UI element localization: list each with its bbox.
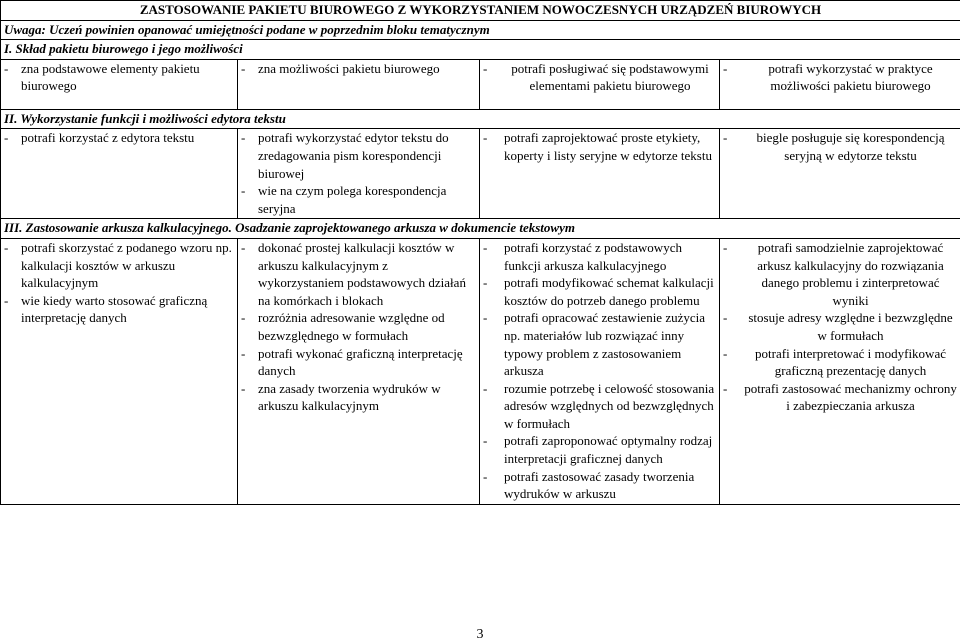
list-item: - rozróżnia adresowanie względne od bezwzględnego w formułach (241, 309, 476, 344)
section-2-col-1 (1, 129, 238, 219)
section-3-heading-row (1, 219, 960, 239)
list-item: - potrafi samodzielnie zaprojektować arkusz kalkulacyjny do rozwiązania danego problemu i zinterpretować wyniki (723, 239, 957, 309)
list-item: - potrafi modyfikować schemat kalkulacji kosztów do potrzeb danego problemu (483, 274, 716, 309)
section-heading: II. Wykorzystanie funkcji i możliwości edytora tekstu (1, 109, 960, 129)
section-3-col-4 (720, 238, 960, 504)
list-item: - potrafi korzystać z edytora tekstu (4, 129, 234, 147)
list-item: - potrafi zaproponować optymalny rodzaj interpretacji graficznej danych (483, 432, 716, 467)
list-item: - wie na czym polega korespondencja seryjna (241, 182, 476, 217)
list-item: - stosuje adresy względne i bezwzględne w formułach (723, 309, 957, 344)
document-title: ZASTOSOWANIE PAKIETU BIUROWEGO Z WYKORZYSTANIEM NOWOCZESNYCH URZĄDZEŃ BIUROWYCH (1, 1, 960, 21)
list-item: - potrafi zastosować zasady tworzenia wydruków w arkuszu (483, 468, 716, 503)
list-item: - potrafi wykorzystać w praktyce możliwości pakietu biurowego (723, 60, 957, 95)
section-2-heading-row (1, 109, 960, 129)
list-item: - zna podstawowe elementy pakietu biurowego (4, 60, 234, 95)
page-number: 3 (476, 627, 484, 642)
section-1-heading-row (1, 40, 960, 60)
section-2-col-3 (480, 129, 720, 219)
list-item: - biegle posługuje się korespondencją seryjną w edytorze tekstu (723, 129, 957, 164)
list-item: - potrafi skorzystać z podanego wzoru np. kalkulacji kosztów w arkuszu kalkulacyjnym (4, 239, 234, 292)
list-item: - dokonać prostej kalkulacji kosztów w arkuszu kalkulacyjnym z wykorzystaniem podstawowych działań na komórkach i blokach (241, 239, 476, 309)
section-3-row (1, 238, 960, 504)
list-item: - potrafi korzystać z podstawowych funkcji arkusza kalkulacyjnego (483, 239, 716, 274)
list-item: - potrafi wykonać graficzną interpretację danych (241, 345, 476, 380)
section-1-col-2 (238, 59, 480, 109)
list-item: - rozumie potrzebę i celowość stosowania adresów względnych od bezwzględnych w formułach (483, 380, 716, 433)
section-3-col-2 (238, 238, 480, 504)
list-item: - wie kiedy warto stosować graficzną interpretację danych (4, 292, 234, 327)
list-item: - zna zasady tworzenia wydruków w arkuszu kalkulacyjnym (241, 380, 476, 415)
title-row (1, 1, 960, 21)
section-3-col-3 (480, 238, 720, 504)
section-heading: III. Zastosowanie arkusza kalkulacyjnego. Osadzanie zaprojektowanego arkusza w dokumencie tekstowym (1, 219, 960, 239)
list-item: - potrafi opracować zestawienie zużycia np. materiałów lub rozwiązać inny typowy problem z zastosowaniem arkusza (483, 309, 716, 379)
list-item: - potrafi zastosować mechanizmy ochrony i zabezpieczania arkusza (723, 380, 957, 415)
section-2-col-2 (238, 129, 480, 219)
section-2-row (1, 129, 960, 219)
section-2-col-4 (720, 129, 960, 219)
list-item: - potrafi wykorzystać edytor tekstu do zredagowania pism korespondencji biurowej (241, 129, 476, 182)
section-1-col-1 (1, 59, 238, 109)
section-1-row (1, 59, 960, 109)
section-heading: I. Skład pakietu biurowego i jego możliwości (1, 40, 960, 60)
note-row (1, 20, 960, 40)
list-item: - zna możliwości pakietu biurowego (241, 60, 476, 78)
list-item: - potrafi zaprojektować proste etykiety, koperty i listy seryjne w edytorze tekstu (483, 129, 716, 164)
note: Uwaga: Uczeń powinien opanować umiejętności podane w poprzednim bloku tematycznym (1, 20, 960, 40)
section-1-col-3 (480, 59, 720, 109)
section-1-col-4 (720, 59, 960, 109)
section-3-col-1 (1, 238, 238, 504)
list-item: - potrafi interpretować i modyfikować graficzną prezentację danych (723, 345, 957, 380)
list-item: - potrafi posługiwać się podstawowymi elementami pakietu biurowego (483, 60, 716, 95)
